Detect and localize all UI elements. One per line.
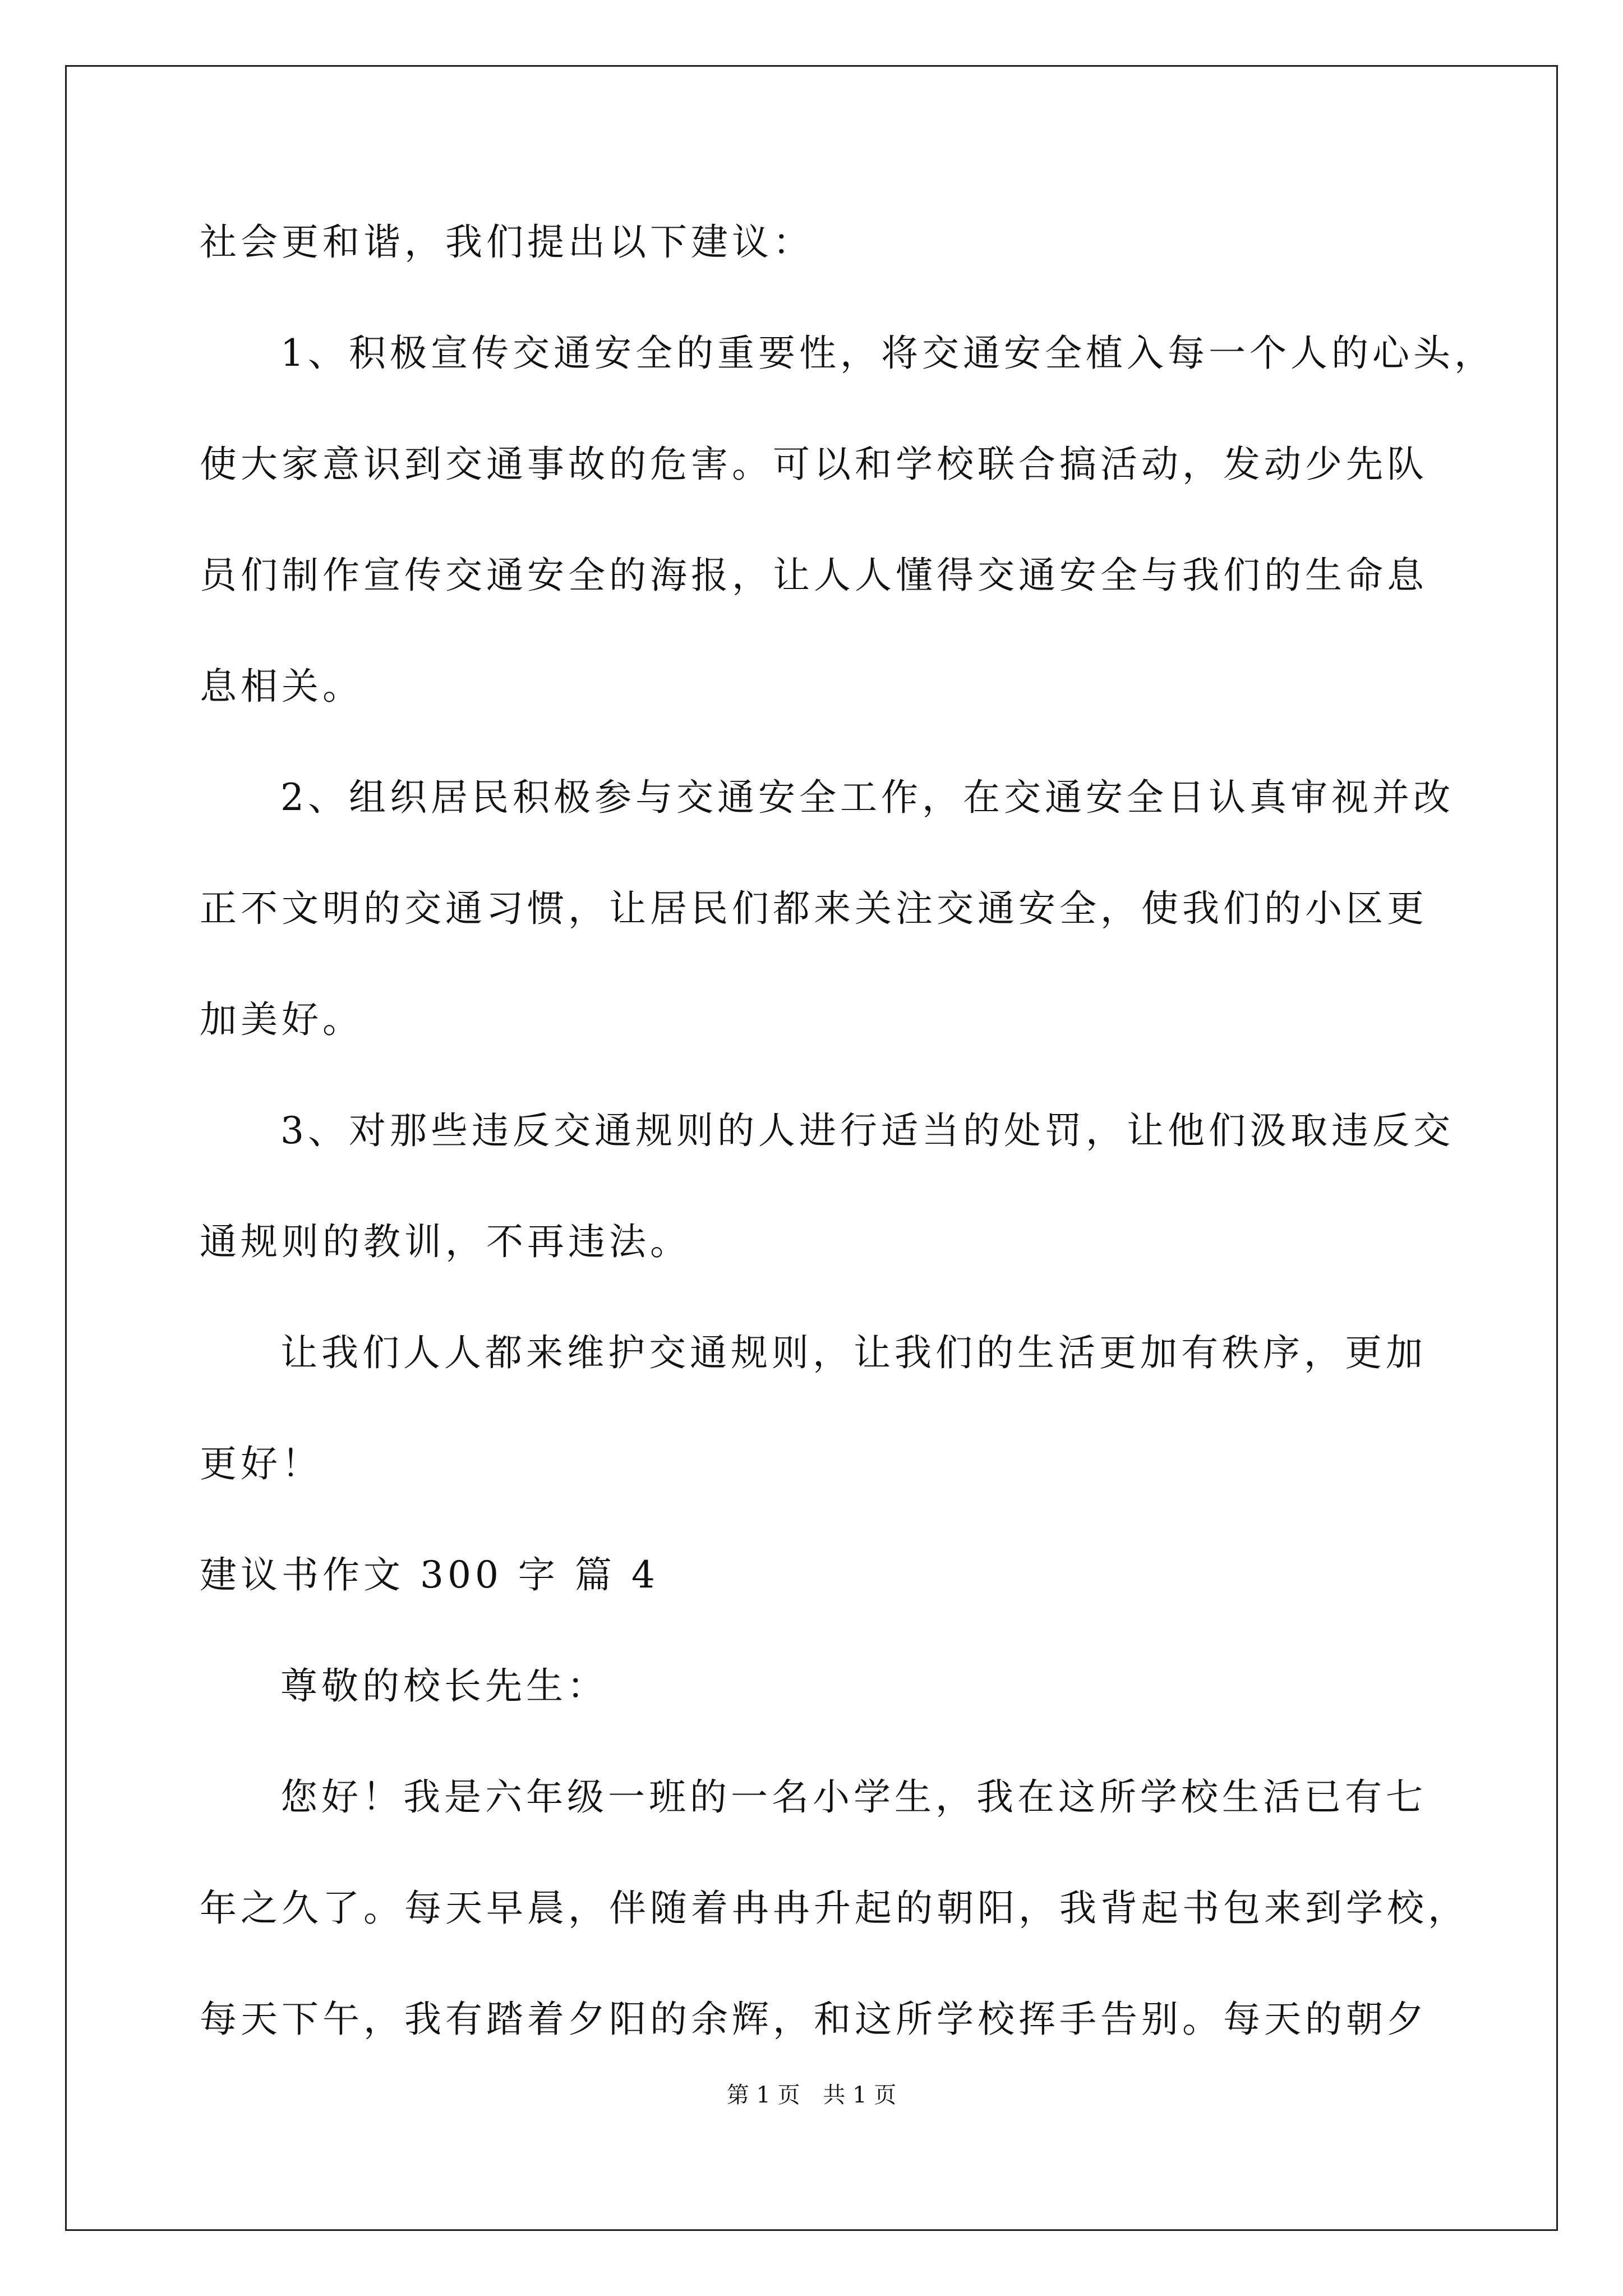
paragraph-line: 员们制作宣传交通安全的海报，让人人懂得交通安全与我们的生命息: [200, 554, 1428, 597]
paragraph-line: 让我们人人都来维护交通规则，让我们的生活更加有秩序，更加: [280, 1331, 1427, 1374]
paragraph-line: 社会更和谐，我们提出以下建议：: [200, 220, 814, 264]
paragraph-line: 更好！: [200, 1442, 322, 1485]
salutation: 尊敬的校长先生：: [280, 1664, 608, 1708]
page-footer: [0, 2081, 1623, 2109]
paragraph-line: 1、积极宣传交通安全的重要性，将交通安全植入每一个人的心头，: [280, 332, 1495, 375]
paragraph-line: 每天下午，我有踏着夕阳的余辉，和这所学校挥手告别。每天的朝夕: [200, 1998, 1428, 2041]
section-heading: 建议书作文 300 字 篇 4: [200, 1553, 659, 1596]
page-total: 共 1 页: [823, 2082, 897, 2108]
paragraph-line: 年之久了。每天早晨，伴随着冉冉升起的朝阳，我背起书包来到学校，: [200, 1887, 1469, 1930]
paragraph-line: 通规则的教训，不再违法。: [200, 1220, 691, 1263]
paragraph-line: 3、对那些违反交通规则的人进行适当的处罚，让他们汲取违反交: [280, 1109, 1454, 1152]
paragraph-line: 您好！我是六年级一班的一名小学生，我在这所学校生活已有七: [280, 1775, 1427, 1819]
paragraph-line: 正不文明的交通习惯，让居民们都来关注交通安全，使我们的小区更: [200, 887, 1428, 930]
paragraph-line: 加美好。: [200, 998, 363, 1041]
page-number: 第 1 页: [726, 2082, 800, 2108]
paragraph-line: 使大家意识到交通事故的危害。可以和学校联合搞活动，发动少先队: [200, 443, 1428, 486]
paragraph-line: 2、组织居民积极参与交通安全工作，在交通安全日认真审视并改: [280, 776, 1454, 819]
paragraph-line: 息相关。: [200, 665, 363, 708]
